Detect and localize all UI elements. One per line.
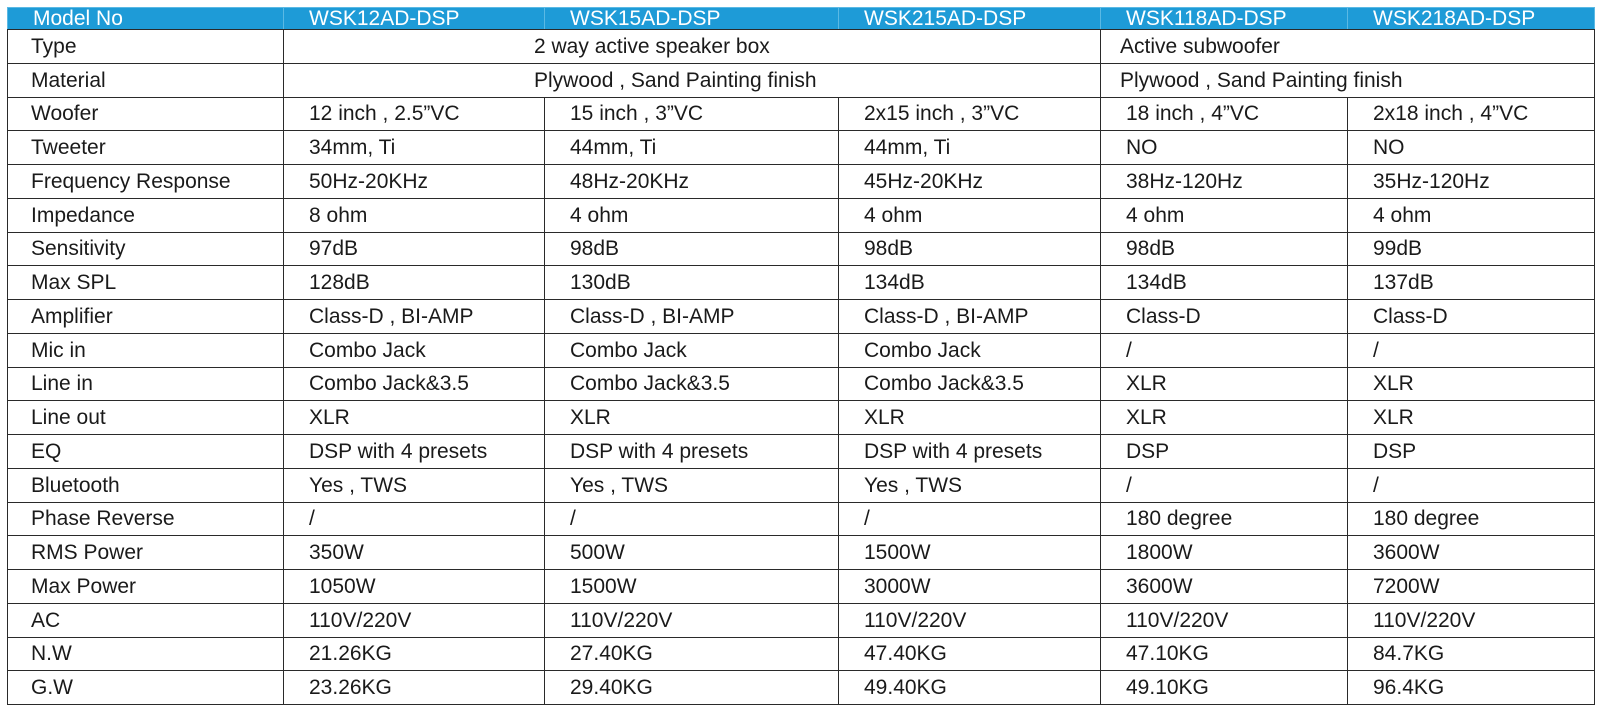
cell-max-spl-wsk118ad-dsp: 134dB xyxy=(1101,266,1348,300)
cell-line-in-wsk215ad-dsp: Combo Jack&3.5 xyxy=(839,367,1101,401)
cell-max-power-wsk118ad-dsp: 3600W xyxy=(1101,570,1348,604)
type-subwoofer-cell: Active subwoofer xyxy=(1101,30,1595,64)
cell-frequency-response-wsk12ad-dsp: 50Hz-20KHz xyxy=(284,165,545,199)
row-label-line-out: Line out xyxy=(8,401,284,435)
cell-phase-reverse-wsk218ad-dsp: 180 degree xyxy=(1348,502,1595,536)
table-row-g-w xyxy=(8,671,1595,705)
cell-frequency-response-wsk218ad-dsp: 35Hz-120Hz xyxy=(1348,165,1595,199)
cell-woofer-wsk218ad-dsp: 2x18 inch , 4”VC xyxy=(1348,97,1595,131)
table-row-tweeter xyxy=(8,131,1595,165)
cell-sensitivity-wsk15ad-dsp: 98dB xyxy=(545,232,839,266)
row-label-sensitivity: Sensitivity xyxy=(8,232,284,266)
cell-amplifier-wsk118ad-dsp: Class-D xyxy=(1101,300,1348,334)
row-label-g-w: G.W xyxy=(8,671,284,705)
table-row-type xyxy=(8,30,1595,64)
cell-sensitivity-wsk12ad-dsp: 97dB xyxy=(284,232,545,266)
cell-max-spl-wsk12ad-dsp: 128dB xyxy=(284,266,545,300)
cell-bluetooth-wsk15ad-dsp: Yes , TWS xyxy=(545,468,839,502)
row-label-mic-in: Mic in xyxy=(8,333,284,367)
row-label-impedance: Impedance xyxy=(8,198,284,232)
table-row-max-spl xyxy=(8,266,1595,300)
cell-phase-reverse-wsk12ad-dsp: / xyxy=(284,502,545,536)
cell-eq-wsk12ad-dsp: DSP with 4 presets xyxy=(284,435,545,469)
cell-n-w-wsk218ad-dsp: 84.7KG xyxy=(1348,637,1595,671)
cell-frequency-response-wsk15ad-dsp: 48Hz-20KHz xyxy=(545,165,839,199)
type-full-range-cell: 2 way active speaker box xyxy=(284,30,1101,64)
cell-n-w-wsk118ad-dsp: 47.10KG xyxy=(1101,637,1348,671)
cell-woofer-wsk12ad-dsp: 12 inch , 2.5”VC xyxy=(284,97,545,131)
cell-tweeter-wsk15ad-dsp: 44mm, Ti xyxy=(545,131,839,165)
cell-woofer-wsk215ad-dsp: 2x15 inch , 3”VC xyxy=(839,97,1101,131)
cell-mic-in-wsk15ad-dsp: Combo Jack xyxy=(545,333,839,367)
cell-ac-wsk215ad-dsp: 110V/220V xyxy=(839,603,1101,637)
table-row-eq xyxy=(8,435,1595,469)
cell-frequency-response-wsk118ad-dsp: 38Hz-120Hz xyxy=(1101,165,1348,199)
cell-eq-wsk15ad-dsp: DSP with 4 presets xyxy=(545,435,839,469)
cell-line-out-wsk218ad-dsp: XLR xyxy=(1348,401,1595,435)
cell-woofer-wsk15ad-dsp: 15 inch , 3”VC xyxy=(545,97,839,131)
cell-phase-reverse-wsk118ad-dsp: 180 degree xyxy=(1101,502,1348,536)
cell-amplifier-wsk215ad-dsp: Class-D , BI-AMP xyxy=(839,300,1101,334)
cell-ac-wsk12ad-dsp: 110V/220V xyxy=(284,603,545,637)
cell-impedance-wsk15ad-dsp: 4 ohm xyxy=(545,198,839,232)
cell-g-w-wsk15ad-dsp: 29.40KG xyxy=(545,671,839,705)
table-row-line-in xyxy=(8,367,1595,401)
cell-mic-in-wsk215ad-dsp: Combo Jack xyxy=(839,333,1101,367)
cell-line-in-wsk12ad-dsp: Combo Jack&3.5 xyxy=(284,367,545,401)
header-wsk12ad-dsp: WSK12AD-DSP xyxy=(284,8,545,30)
cell-frequency-response-wsk215ad-dsp: 45Hz-20KHz xyxy=(839,165,1101,199)
spec-table xyxy=(7,7,1595,705)
cell-impedance-wsk218ad-dsp: 4 ohm xyxy=(1348,198,1595,232)
cell-ac-wsk218ad-dsp: 110V/220V xyxy=(1348,603,1595,637)
row-label-frequency-response: Frequency Response xyxy=(8,165,284,199)
cell-impedance-wsk215ad-dsp: 4 ohm xyxy=(839,198,1101,232)
cell-sensitivity-wsk118ad-dsp: 98dB xyxy=(1101,232,1348,266)
row-label-ac: AC xyxy=(8,603,284,637)
cell-g-w-wsk118ad-dsp: 49.10KG xyxy=(1101,671,1348,705)
cell-sensitivity-wsk218ad-dsp: 99dB xyxy=(1348,232,1595,266)
row-label-bluetooth: Bluetooth xyxy=(8,468,284,502)
header-wsk118ad-dsp: WSK118AD-DSP xyxy=(1101,8,1348,30)
cell-rms-power-wsk12ad-dsp: 350W xyxy=(284,536,545,570)
row-label-line-in: Line in xyxy=(8,367,284,401)
cell-tweeter-wsk218ad-dsp: NO xyxy=(1348,131,1595,165)
cell-tweeter-wsk118ad-dsp: NO xyxy=(1101,131,1348,165)
cell-rms-power-wsk118ad-dsp: 1800W xyxy=(1101,536,1348,570)
cell-sensitivity-wsk215ad-dsp: 98dB xyxy=(839,232,1101,266)
cell-g-w-wsk215ad-dsp: 49.40KG xyxy=(839,671,1101,705)
cell-line-in-wsk118ad-dsp: XLR xyxy=(1101,367,1348,401)
cell-line-in-wsk218ad-dsp: XLR xyxy=(1348,367,1595,401)
row-label-woofer: Woofer xyxy=(8,97,284,131)
row-label-eq: EQ xyxy=(8,435,284,469)
cell-bluetooth-wsk12ad-dsp: Yes , TWS xyxy=(284,468,545,502)
spec-table-body xyxy=(8,30,1595,705)
table-row-ac xyxy=(8,603,1595,637)
cell-tweeter-wsk12ad-dsp: 34mm, Ti xyxy=(284,131,545,165)
cell-max-spl-wsk215ad-dsp: 134dB xyxy=(839,266,1101,300)
table-row-rms-power xyxy=(8,536,1595,570)
cell-line-out-wsk15ad-dsp: XLR xyxy=(545,401,839,435)
cell-phase-reverse-wsk15ad-dsp: / xyxy=(545,502,839,536)
table-row-material xyxy=(8,63,1595,97)
cell-max-power-wsk218ad-dsp: 7200W xyxy=(1348,570,1595,604)
cell-bluetooth-wsk215ad-dsp: Yes , TWS xyxy=(839,468,1101,502)
cell-mic-in-wsk118ad-dsp: / xyxy=(1101,333,1348,367)
cell-rms-power-wsk215ad-dsp: 1500W xyxy=(839,536,1101,570)
cell-max-power-wsk215ad-dsp: 3000W xyxy=(839,570,1101,604)
cell-max-spl-wsk218ad-dsp: 137dB xyxy=(1348,266,1595,300)
cell-amplifier-wsk15ad-dsp: Class-D , BI-AMP xyxy=(545,300,839,334)
header-wsk218ad-dsp: WSK218AD-DSP xyxy=(1348,8,1595,30)
cell-bluetooth-wsk218ad-dsp: / xyxy=(1348,468,1595,502)
cell-rms-power-wsk218ad-dsp: 3600W xyxy=(1348,536,1595,570)
cell-n-w-wsk215ad-dsp: 47.40KG xyxy=(839,637,1101,671)
header-wsk15ad-dsp: WSK15AD-DSP xyxy=(545,8,839,30)
table-row-frequency-response xyxy=(8,165,1595,199)
row-label-amplifier: Amplifier xyxy=(8,300,284,334)
cell-max-power-wsk15ad-dsp: 1500W xyxy=(545,570,839,604)
cell-line-in-wsk15ad-dsp: Combo Jack&3.5 xyxy=(545,367,839,401)
cell-impedance-wsk12ad-dsp: 8 ohm xyxy=(284,198,545,232)
cell-amplifier-wsk218ad-dsp: Class-D xyxy=(1348,300,1595,334)
cell-line-out-wsk12ad-dsp: XLR xyxy=(284,401,545,435)
cell-line-out-wsk215ad-dsp: XLR xyxy=(839,401,1101,435)
cell-amplifier-wsk12ad-dsp: Class-D , BI-AMP xyxy=(284,300,545,334)
cell-g-w-wsk12ad-dsp: 23.26KG xyxy=(284,671,545,705)
cell-max-spl-wsk15ad-dsp: 130dB xyxy=(545,266,839,300)
cell-n-w-wsk15ad-dsp: 27.40KG xyxy=(545,637,839,671)
table-row-sensitivity xyxy=(8,232,1595,266)
table-row-woofer xyxy=(8,97,1595,131)
table-row-n-w xyxy=(8,637,1595,671)
cell-mic-in-wsk218ad-dsp: / xyxy=(1348,333,1595,367)
material-full-range-cell: Plywood , Sand Painting finish xyxy=(284,63,1101,97)
table-row-amplifier xyxy=(8,300,1595,334)
cell-bluetooth-wsk118ad-dsp: / xyxy=(1101,468,1348,502)
cell-eq-wsk215ad-dsp: DSP with 4 presets xyxy=(839,435,1101,469)
material-subwoofer-cell: Plywood , Sand Painting finish xyxy=(1101,63,1595,97)
cell-max-power-wsk12ad-dsp: 1050W xyxy=(284,570,545,604)
cell-impedance-wsk118ad-dsp: 4 ohm xyxy=(1101,198,1348,232)
cell-tweeter-wsk215ad-dsp: 44mm, Ti xyxy=(839,131,1101,165)
cell-rms-power-wsk15ad-dsp: 500W xyxy=(545,536,839,570)
row-label-tweeter: Tweeter xyxy=(8,131,284,165)
cell-woofer-wsk118ad-dsp: 18 inch , 4”VC xyxy=(1101,97,1348,131)
header-row xyxy=(8,8,1595,30)
row-label-max-power: Max Power xyxy=(8,570,284,604)
table-row-line-out xyxy=(8,401,1595,435)
cell-ac-wsk118ad-dsp: 110V/220V xyxy=(1101,603,1348,637)
cell-ac-wsk15ad-dsp: 110V/220V xyxy=(545,603,839,637)
row-label-material: Material xyxy=(8,63,284,97)
cell-mic-in-wsk12ad-dsp: Combo Jack xyxy=(284,333,545,367)
cell-line-out-wsk118ad-dsp: XLR xyxy=(1101,401,1348,435)
row-label-n-w: N.W xyxy=(8,637,284,671)
row-label-max-spl: Max SPL xyxy=(8,266,284,300)
cell-g-w-wsk218ad-dsp: 96.4KG xyxy=(1348,671,1595,705)
table-row-max-power xyxy=(8,570,1595,604)
table-row-impedance xyxy=(8,198,1595,232)
header-model-no: Model No xyxy=(8,8,284,30)
row-label-type: Type xyxy=(8,30,284,64)
cell-eq-wsk218ad-dsp: DSP xyxy=(1348,435,1595,469)
header-wsk215ad-dsp: WSK215AD-DSP xyxy=(839,8,1101,30)
row-label-rms-power: RMS Power xyxy=(8,536,284,570)
table-row-phase-reverse xyxy=(8,502,1595,536)
table-row-mic-in xyxy=(8,333,1595,367)
cell-phase-reverse-wsk215ad-dsp: / xyxy=(839,502,1101,536)
table-row-bluetooth xyxy=(8,468,1595,502)
row-label-phase-reverse: Phase Reverse xyxy=(8,502,284,536)
cell-n-w-wsk12ad-dsp: 21.26KG xyxy=(284,637,545,671)
cell-eq-wsk118ad-dsp: DSP xyxy=(1101,435,1348,469)
